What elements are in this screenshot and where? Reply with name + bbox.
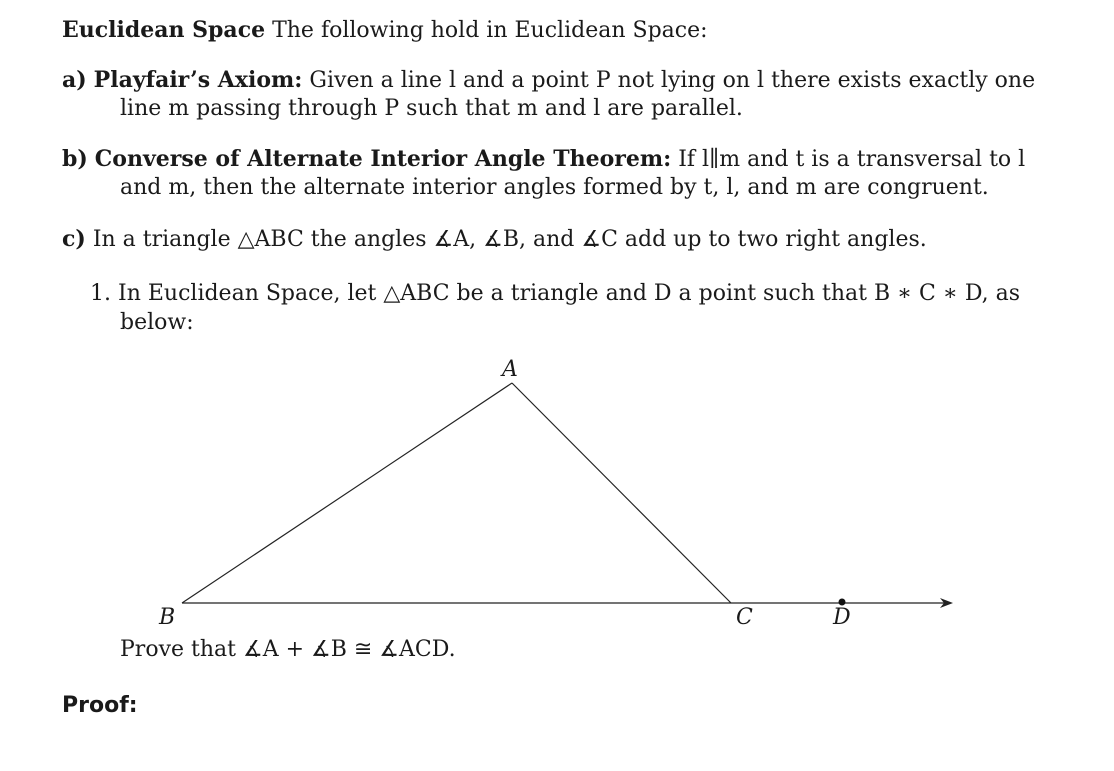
label-c: C [736, 605, 753, 630]
item-b-line2: and m, then the alternate interior angles formed by t, l, and m are congruent. [120, 175, 989, 200]
item-b-text: If l∥m and t is a transversal to l [678, 147, 1026, 172]
problem-number: 1. [90, 281, 111, 306]
section-title: Euclidean Space [62, 17, 266, 43]
item-a-text: Given a line l and a point P not lying on l there exists exactly one [309, 68, 1036, 93]
proof-label: Proof: [62, 693, 138, 718]
problem-line2: below: [120, 310, 194, 335]
item-c-text: In a triangle △ABC the angles ∡A, ∡B, and ∡C add up to two right angles. [92, 227, 927, 252]
problem-text: In Euclidean Space, let △ABC be a triangle and D a point such that B ∗ C ∗ D, as [118, 281, 1021, 306]
label-d: D [833, 605, 851, 630]
item-c-marker: c) [62, 226, 86, 252]
item-b-marker: b) [62, 146, 88, 172]
section-intro: The following hold in Euclidean Space: [272, 18, 708, 43]
item-b-title: Converse of Alternate Interior Angle Theorem: [94, 146, 672, 172]
segment-ab [182, 383, 512, 603]
segment-ac [512, 383, 731, 603]
item-a-title: Playfair’s Axiom: [93, 67, 303, 93]
item-a-line2: line m passing through P such that m and l are parallel. [120, 96, 743, 121]
label-a: A [502, 357, 518, 382]
label-b: B [159, 605, 176, 630]
prove-statement: Prove that ∡A + ∡B ≅ ∡ACD. [120, 637, 456, 662]
item-a-marker: a) [62, 67, 87, 93]
